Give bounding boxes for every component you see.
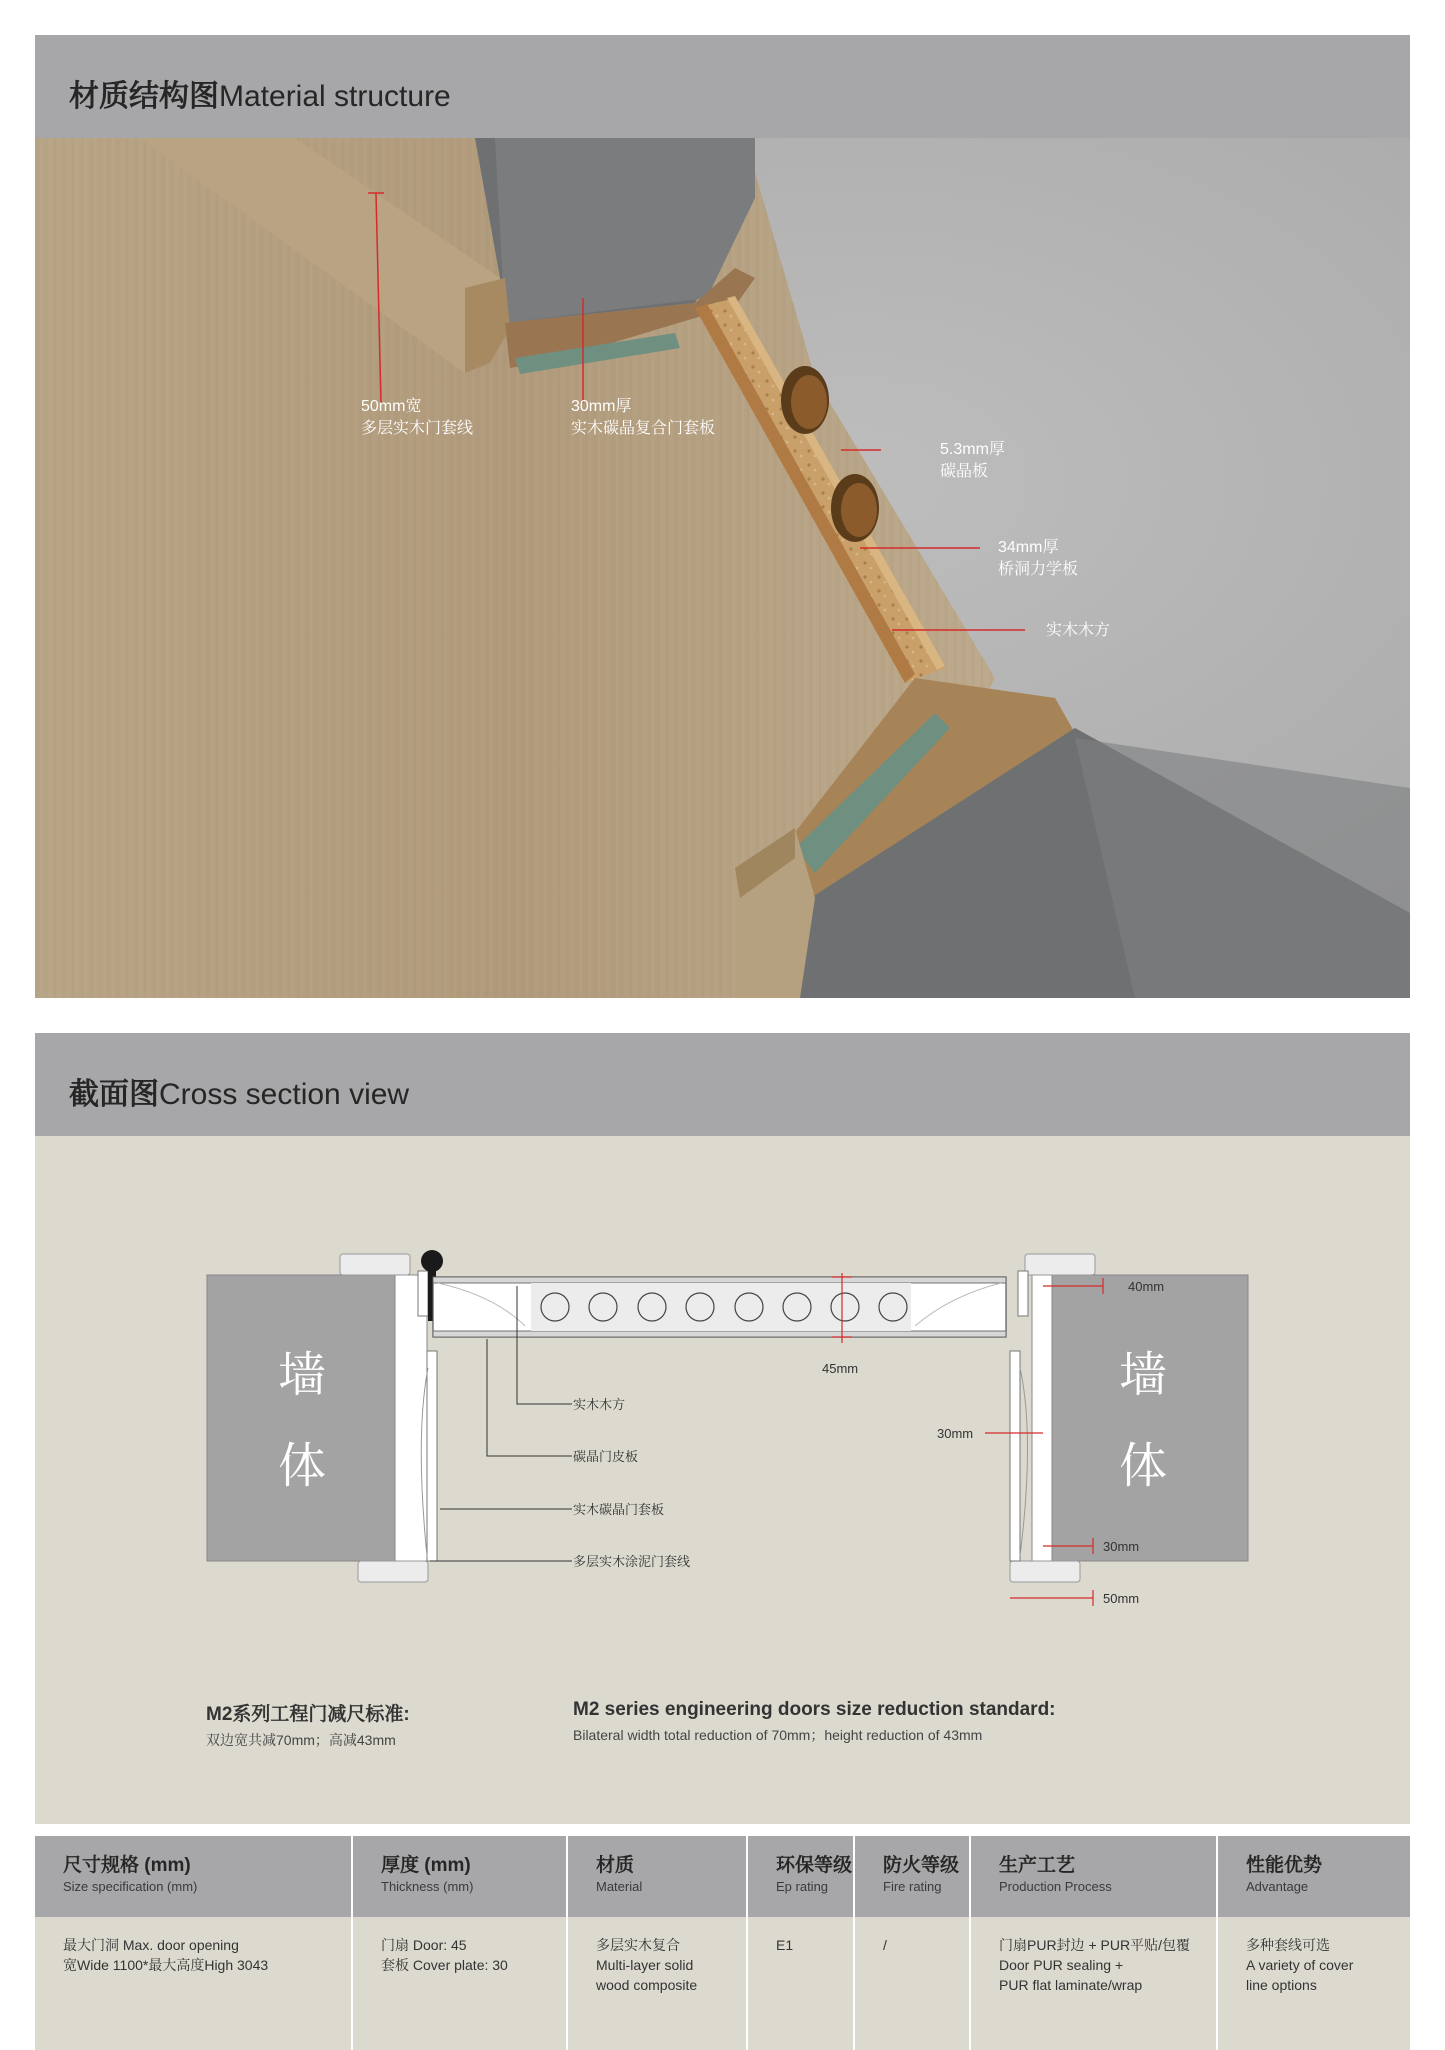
label-solid-wood-block: 实木木方 <box>1046 622 1111 639</box>
spec-table <box>35 1836 1410 2050</box>
dim-30mm-b: 30mm <box>1103 1539 1140 1554</box>
cell-advantage: 多种套线可选 A variety of cover line options <box>1217 1917 1410 2050</box>
dim-45mm: 45mm <box>822 1361 859 1376</box>
callout-cover-plate: 实木碳晶门套板 <box>573 1502 665 1517</box>
label-carbon-crystal-board: 5.3mm厚 碳晶板 <box>940 441 1005 480</box>
cell-material: 多层实木复合 Multi-layer solid wood composite <box>567 1917 747 2050</box>
spec-table-header-row <box>35 1836 1410 1917</box>
cell-process: 门扇PUR封边 + PUR平贴/包覆 Door PUR sealing + PUR flat laminate/wrap <box>970 1917 1217 2050</box>
material-structure-render <box>35 138 1410 998</box>
th-material: 材质 Material <box>567 1836 747 1917</box>
cell-thickness: 门扇 Door: 45 套板 Cover plate: 30 <box>352 1917 567 2050</box>
th-advantage: 性能优势 Advantage <box>1217 1836 1410 1917</box>
cross-section-header <box>35 1033 1410 1136</box>
label-cover-plate: 30mm厚 实木碳晶复合门套板 <box>571 398 716 437</box>
label-casing-line: 50mm宽 多层实木门套线 <box>361 398 474 437</box>
dim-40mm: 40mm <box>1128 1279 1165 1294</box>
dim-30mm-a: 30mm <box>937 1426 974 1441</box>
label-bridge-hole-board: 34mm厚 桥洞力学板 <box>998 539 1079 578</box>
wall-char-right-bottom: 体 <box>1118 1438 1168 1494</box>
wall-char-left-top: 墙 <box>277 1347 327 1403</box>
cell-ep-rating: E1 <box>747 1917 854 2050</box>
cell-fire-rating: / <box>854 1917 970 2050</box>
cell-size: 最大门洞 Max. door opening 宽Wide 1100*最大高度High 3043 <box>35 1917 352 2050</box>
section-title: 材质结构图Material structure <box>69 80 451 113</box>
th-thickness: 厚度 (mm) Thickness (mm) <box>352 1836 567 1917</box>
callout-casing-line: 多层实木涂泥门套线 <box>573 1554 691 1569</box>
th-size: 尺寸规格 (mm) Size specification (mm) <box>35 1836 352 1917</box>
th-ep-rating: 环保等级 Ep rating <box>747 1836 854 1917</box>
dim-50mm: 50mm <box>1103 1591 1140 1606</box>
th-process: 生产工艺 Production Process <box>970 1836 1217 1917</box>
wall-char-right-top: 墙 <box>1118 1347 1168 1403</box>
material-structure-header <box>35 35 1410 138</box>
th-fire-rating: 防火等级 Fire rating <box>854 1836 970 1917</box>
callout-carbon-door-skin: 碳晶门皮板 <box>573 1449 639 1464</box>
callout-solid-wood-block: 实木木方 <box>573 1397 626 1412</box>
wall-char-left-bottom: 体 <box>277 1438 327 1494</box>
cross-section-panel <box>35 1136 1410 1824</box>
standard-zh: M2系列工程门减尺标准: 双边宽共减70mm；高减43mm <box>206 1704 410 1748</box>
table-row <box>35 1917 1410 2050</box>
material-structure-illustration <box>35 138 1410 998</box>
standard-en: M2 series engineering doors size reduction standard: Bilateral width total reduction of 70mm；height reduction of 43mm <box>573 1699 1056 1743</box>
section-title-cross: 截面图Cross section view <box>69 1078 410 1111</box>
